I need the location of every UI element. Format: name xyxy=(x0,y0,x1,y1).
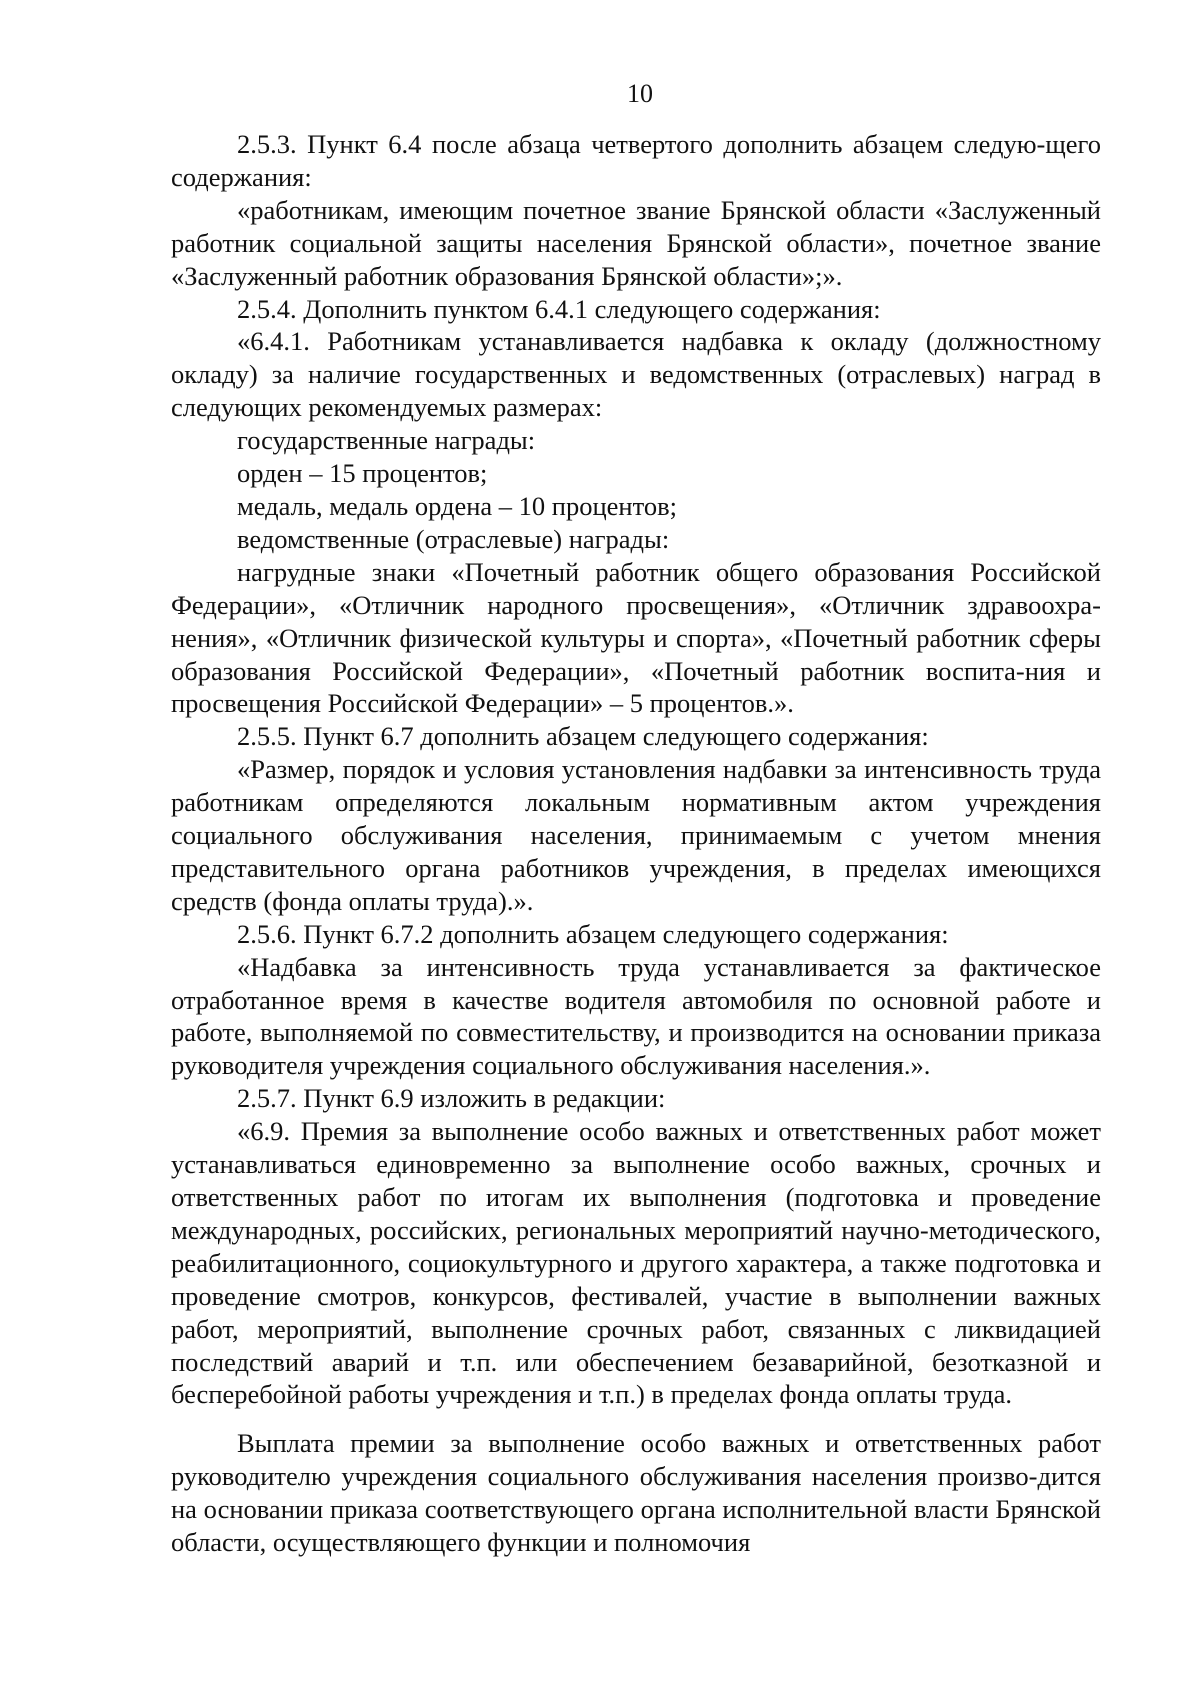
paragraph-2-5-5: 2.5.5. Пункт 6.7 дополнить абзацем следующего содержания: xyxy=(237,721,929,752)
paragraph-2-5-3: 2.5.3. Пункт 6.4 после абзаца четвертого дополнить абзацем следую-щего содержания: xyxy=(171,129,1101,192)
document-body xyxy=(171,128,1101,1559)
paragraph-premium-payment: Выплата премии за выполнение особо важных и ответственных работ руководителю учреждения социального обслуживания населения произво-дится на основании приказа соответствующего органа исполнительной власти Брянской области, осуществляющего функции и полномочия xyxy=(171,1428,1101,1558)
paragraph-2-5-4: 2.5.4. Дополнить пунктом 6.4.1 следующего содержания: xyxy=(237,293,881,324)
paragraph-quote-honorary-title: «работникам, имеющим почетное звание Брянской области «Заслуженный работник социальной защиты населения Брянской области», почетное звание «Заслуженный работник образования Брянской области»;». xyxy=(171,194,1101,291)
list-item-state-awards: государственные награды: xyxy=(237,425,536,456)
paragraph-6-9: «6.9. Премия за выполнение особо важных и ответственных работ может устанавливаться единовременно за выполнение особо важных, срочных и ответственных работ по итогам их выполнения (подготовка и проведение международных, российских, региональных мероприятий научно-методического, реабилитационного, социокультурного и другого характера, а также подготовка и проведение смотров, конкурсов, фестивалей, участие в выполнении важных работ, мероприятий, выполнение срочных работ, связанных с ликвидацией последствий аварий и т.п. или обеспечением безаварийной, безотказной и бесперебойной работы учреждения и т.п.) в пределах фонда оплаты труда. xyxy=(171,1116,1101,1410)
paragraph-intensity-bonus-driver: «Надбавка за интенсивность труда устанавливается за фактическое отработанное время в качестве водителя автомобиля по основной работе и работе, выполняемой по совместительству, и производится на основании приказа руководителя учреждения социального обслуживания населения.». xyxy=(171,951,1101,1081)
list-item-medal: медаль, медаль ордена – 10 процентов; xyxy=(237,490,677,521)
paragraph-2-5-7: 2.5.7. Пункт 6.9 изложить в редакции: xyxy=(237,1083,666,1114)
list-item-order: орден – 15 процентов; xyxy=(237,458,488,489)
list-item-departmental-awards: ведомственные (отраслевые) награды: xyxy=(237,523,670,554)
paragraph-2-5-6: 2.5.6. Пункт 6.7.2 дополнить абзацем следующего содержания: xyxy=(237,918,949,949)
paragraph-intensity-bonus-size: «Размер, порядок и условия установления надбавки за интенсивность труда работникам определяются локальным нормативным актом учреждения социального обслуживания населения, принимаемым с учетом мнения представительного органа работников учреждения, в пределах имеющихся средств (фонда оплаты труда).». xyxy=(171,754,1101,916)
paragraph-6-4-1: «6.4.1. Работникам устанавливается надбавка к окладу (должностному окладу) за наличие государственных и ведомственных (отраслевых) наград в следующих рекомендуемых размерах: xyxy=(171,326,1101,423)
page-number: 10 xyxy=(627,79,653,108)
list-item-badges: нагрудные знаки «Почетный работник общего образования Российской Федерации», «Отличник народного просвещения», «Отличник здравоохра-нения», «Отличник физической культуры и спорта», «Почетный работник сферы образования Российской Федерации», «Почетный работник воспита-ния и просвещения Российской Федерации» – 5 процентов.». xyxy=(171,556,1101,719)
